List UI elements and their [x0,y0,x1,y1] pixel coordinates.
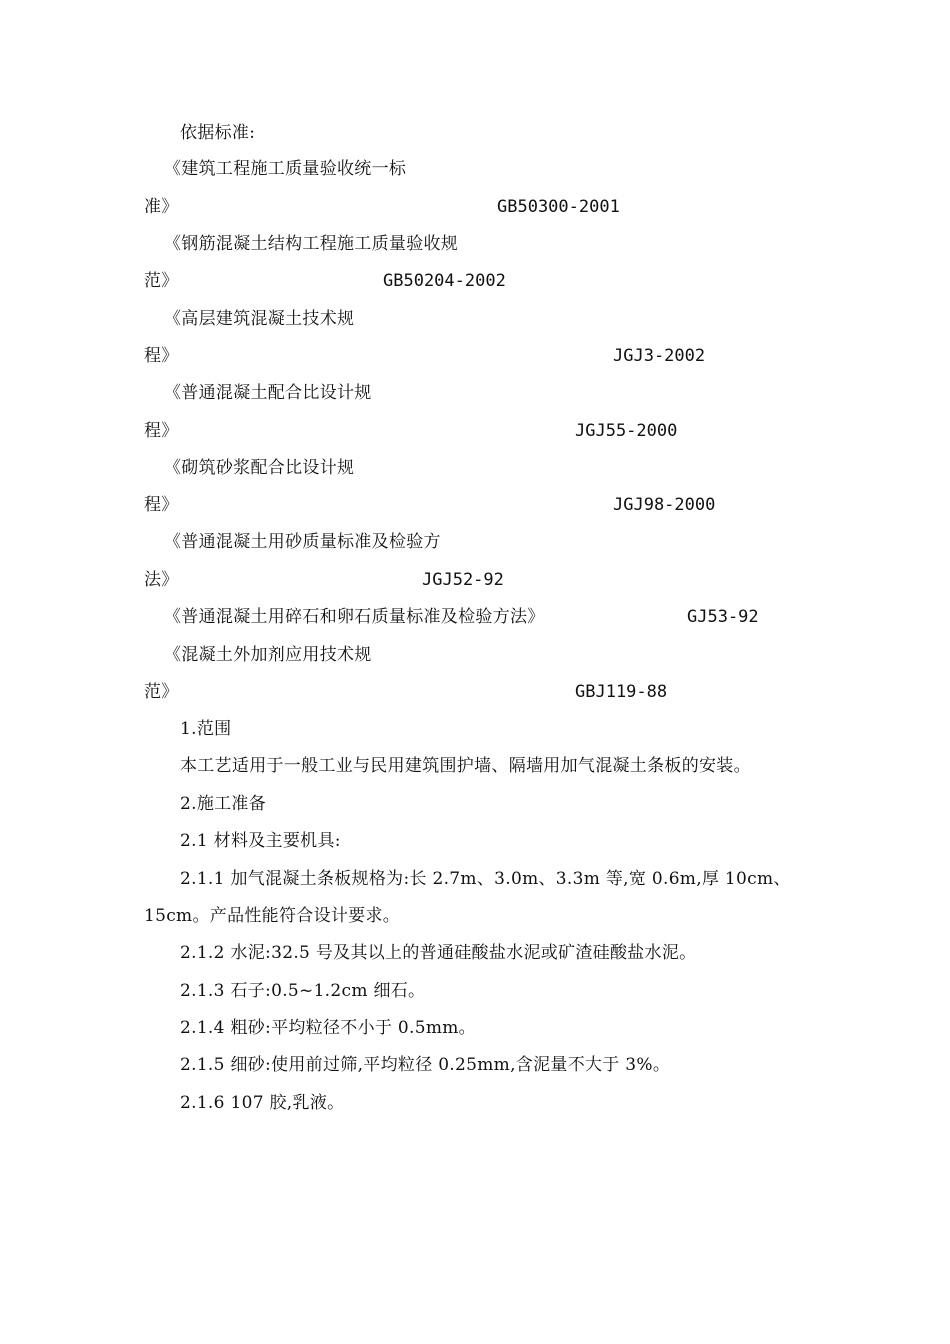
standard-3-line2: 程》 [144,346,179,366]
section-2-1-2: 2.1.2 水泥:32.5 号及其以上的普通硅酸盐水泥或矿渣硅酸盐水泥。 [180,943,697,963]
section-2-1-1-line2: 15cm。产品性能符合设计要求。 [144,906,401,926]
standard-3-line1: 《高层建筑混凝土技术规 [164,309,355,329]
section-2-title: 2.施工准备 [180,794,267,814]
section-2-1-4: 2.1.4 粗砂:平均粒径不小于 0.5mm。 [180,1018,476,1038]
standard-6-line2: 法》 [144,570,179,590]
intro-heading: 依据标准: [180,123,256,143]
standard-4-line1: 《普通混凝土配合比设计规 [164,383,372,403]
standard-1-line1: 《建筑工程施工质量验收统一标 [164,159,407,179]
standard-2-line1: 《钢筋混凝土结构工程施工质量验收规 [164,234,459,254]
standard-7-code: GJ53-92 [687,607,759,627]
standard-2-code: GB50204-2002 [383,271,506,291]
standard-6-line1: 《普通混凝土用砂质量标准及检验方 [164,532,441,552]
standard-3-code: JGJ3-2002 [613,346,706,366]
standard-4-code: JGJ55-2000 [575,421,678,441]
standard-8-line1: 《混凝土外加剂应用技术规 [164,645,372,665]
standard-5-code: JGJ98-2000 [613,495,716,515]
section-2-1-5: 2.1.5 细砂:使用前过筛,平均粒径 0.25mm,含泥量不大于 3%。 [180,1055,671,1075]
standard-1-line2: 准》 [144,197,179,217]
standard-5-line1: 《砌筑砂浆配合比设计规 [164,458,355,478]
section-2-1-6: 2.1.6 107 胶,乳液。 [180,1093,345,1113]
standard-4-line2: 程》 [144,421,179,441]
standard-2-line2: 范》 [144,271,179,291]
section-1-text: 本工艺适用于一般工业与民用建筑围护墙、隔墙用加气混凝土条板的安装。 [180,756,751,776]
section-2-1-3: 2.1.3 石子:0.5~1.2cm 细石。 [180,981,426,1001]
standard-8-line2: 范》 [144,682,179,702]
standard-5-line2: 程》 [144,495,179,515]
standard-7-line1: 《普通混凝土用碎石和卵石质量标准及检验方法》 [164,607,545,627]
standard-1-code: GB50300-2001 [497,197,620,217]
section-2-1-1-line1: 2.1.1 加气混凝土条板规格为:长 2.7m、3.0m、3.3m 等,宽 0.6m,厚 10cm、 [180,869,791,889]
section-1-title: 1.范围 [180,719,232,739]
standard-6-code: JGJ52-92 [422,570,504,590]
standard-8-code: GBJ119-88 [575,682,668,702]
section-2-1: 2.1 材料及主要机具: [180,831,341,851]
